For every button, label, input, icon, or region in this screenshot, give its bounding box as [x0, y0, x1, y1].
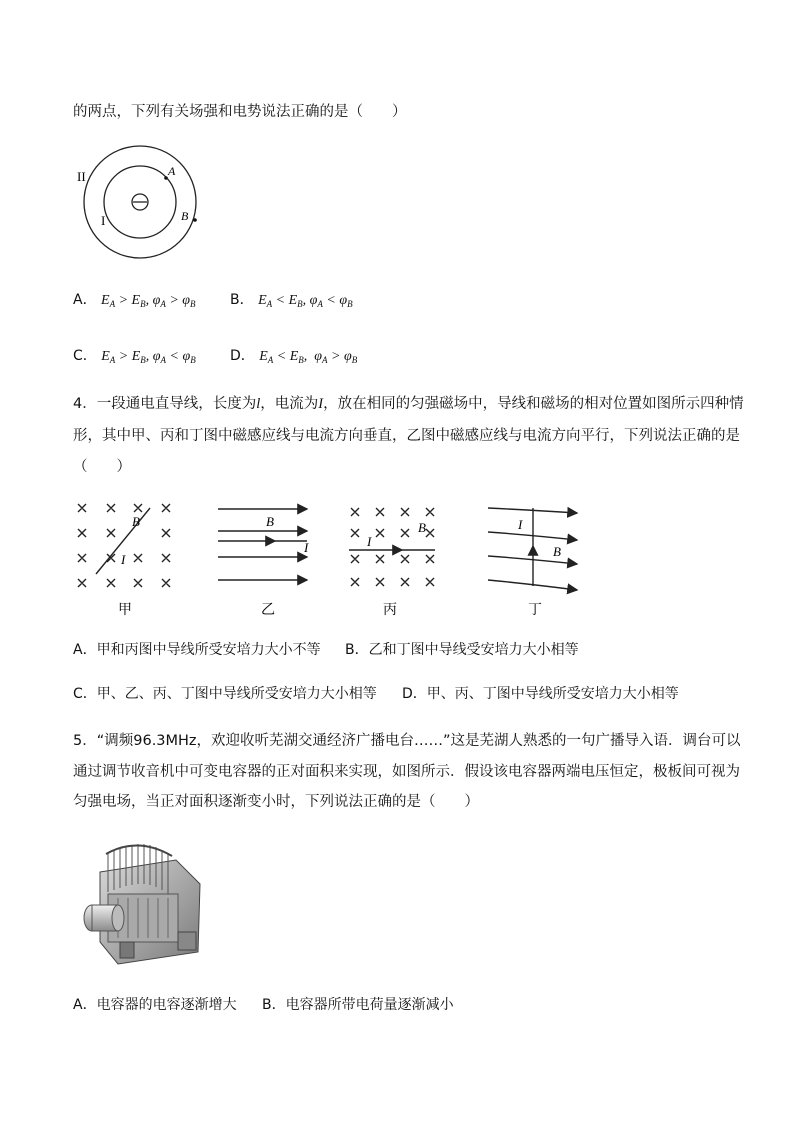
q4-figure-jia [70, 498, 185, 618]
q3-option-b-math: $E_A < E_B$, $\varphi_A < \varphi_B$ [258, 293, 353, 309]
ding-caption: 丁 [528, 602, 542, 618]
q4-figure-yi [215, 498, 325, 618]
q4-stem-line3: （ ） [73, 459, 131, 475]
q3-option-d[interactable]: D． $E_A < E_B$, $\varphi_A > \varphi_B$ [230, 348, 358, 365]
label-outer-region: II [77, 169, 86, 184]
q4-figure-bing [345, 498, 455, 618]
q4-option-d[interactable]: D．甲、丙、丁图中导线所受安培力大小相等 [402, 686, 679, 702]
yi-b-label: B [266, 514, 274, 529]
yi-i-label: I [304, 540, 309, 555]
q4-stem-line2: 形，其中甲、丙和丁图中磁感应线与电流方向垂直，乙图中磁感应线与电流方向平行，下列说法正确的是 [73, 428, 740, 444]
q4-option-a[interactable]: A．甲和丙图中导线所受安培力大小不等 [73, 642, 321, 658]
q3-option-b[interactable]: B． $E_A < E_B$, $\varphi_A < \varphi_B$ [230, 292, 353, 309]
point-b-label: B [181, 209, 189, 223]
bing-caption: 丙 [383, 602, 397, 618]
q4-option-c[interactable]: C．甲、乙、丙、丁图中导线所受安培力大小相等 [73, 686, 377, 702]
q3-option-c[interactable]: C． $E_A > E_B$, $\varphi_A < \varphi_B$ [73, 348, 196, 365]
q5-stem-line2: 通过调节收音机中可变电容器的正对面积来实现，如图所示．假设该电容器两端电压恒定，极板间可视为 [73, 764, 740, 780]
label-inner-region: I [101, 213, 106, 228]
ding-i-label: I [518, 517, 523, 532]
jia-b-label: B [132, 514, 140, 529]
q5-option-a[interactable]: A．电容器的电容逐渐增大 [73, 997, 237, 1013]
jia-caption: 甲 [118, 602, 132, 618]
q3-option-d-math: $E_A < E_B$, $\varphi_A > \varphi_B$ [259, 349, 358, 365]
yi-caption: 乙 [261, 602, 275, 618]
bing-b-label: B [418, 520, 426, 535]
ding-b-label: B [553, 544, 561, 559]
q3-stem: 的两点，下列有关场强和电势说法正确的是（ ） [73, 104, 407, 120]
q3-equipotential-figure [72, 145, 232, 265]
q4-figure-ding [485, 498, 585, 618]
q5-stem-line1: 5．“调频96.3MHz，欢迎收听芜湖交通经济广播电台……”这是芜湖人熟悉的一句广播导入语．调台可以 [73, 733, 741, 749]
q3-option-c-math: $E_A > E_B$, $\varphi_A < \varphi_B$ [101, 349, 196, 365]
q4-stem-line1: 4．一段通电直导线，长度为l，电流为I，放在相同的匀强磁场中，导线和磁场的相对位置如图所示四种情 [73, 396, 744, 412]
q5-stem-line3: 匀强电场，当正对面积逐渐变小时，下列说法正确的是（ ） [73, 794, 479, 810]
q3-option-a-math: $E_A > E_B$, $\varphi_A > \varphi_B$ [101, 293, 196, 309]
jia-i-label: I [121, 552, 126, 567]
bing-i-label: I [367, 534, 372, 549]
variable-capacitor-image [78, 832, 208, 972]
point-a-label: A [168, 164, 176, 178]
q5-option-b[interactable]: B．电容器所带电荷量逐渐减小 [262, 997, 454, 1013]
q4-option-b[interactable]: B．乙和丁图中导线受安培力大小相等 [345, 642, 579, 658]
q3-option-a[interactable]: A． $E_A > E_B$, $\varphi_A > \varphi_B$ [73, 292, 196, 309]
